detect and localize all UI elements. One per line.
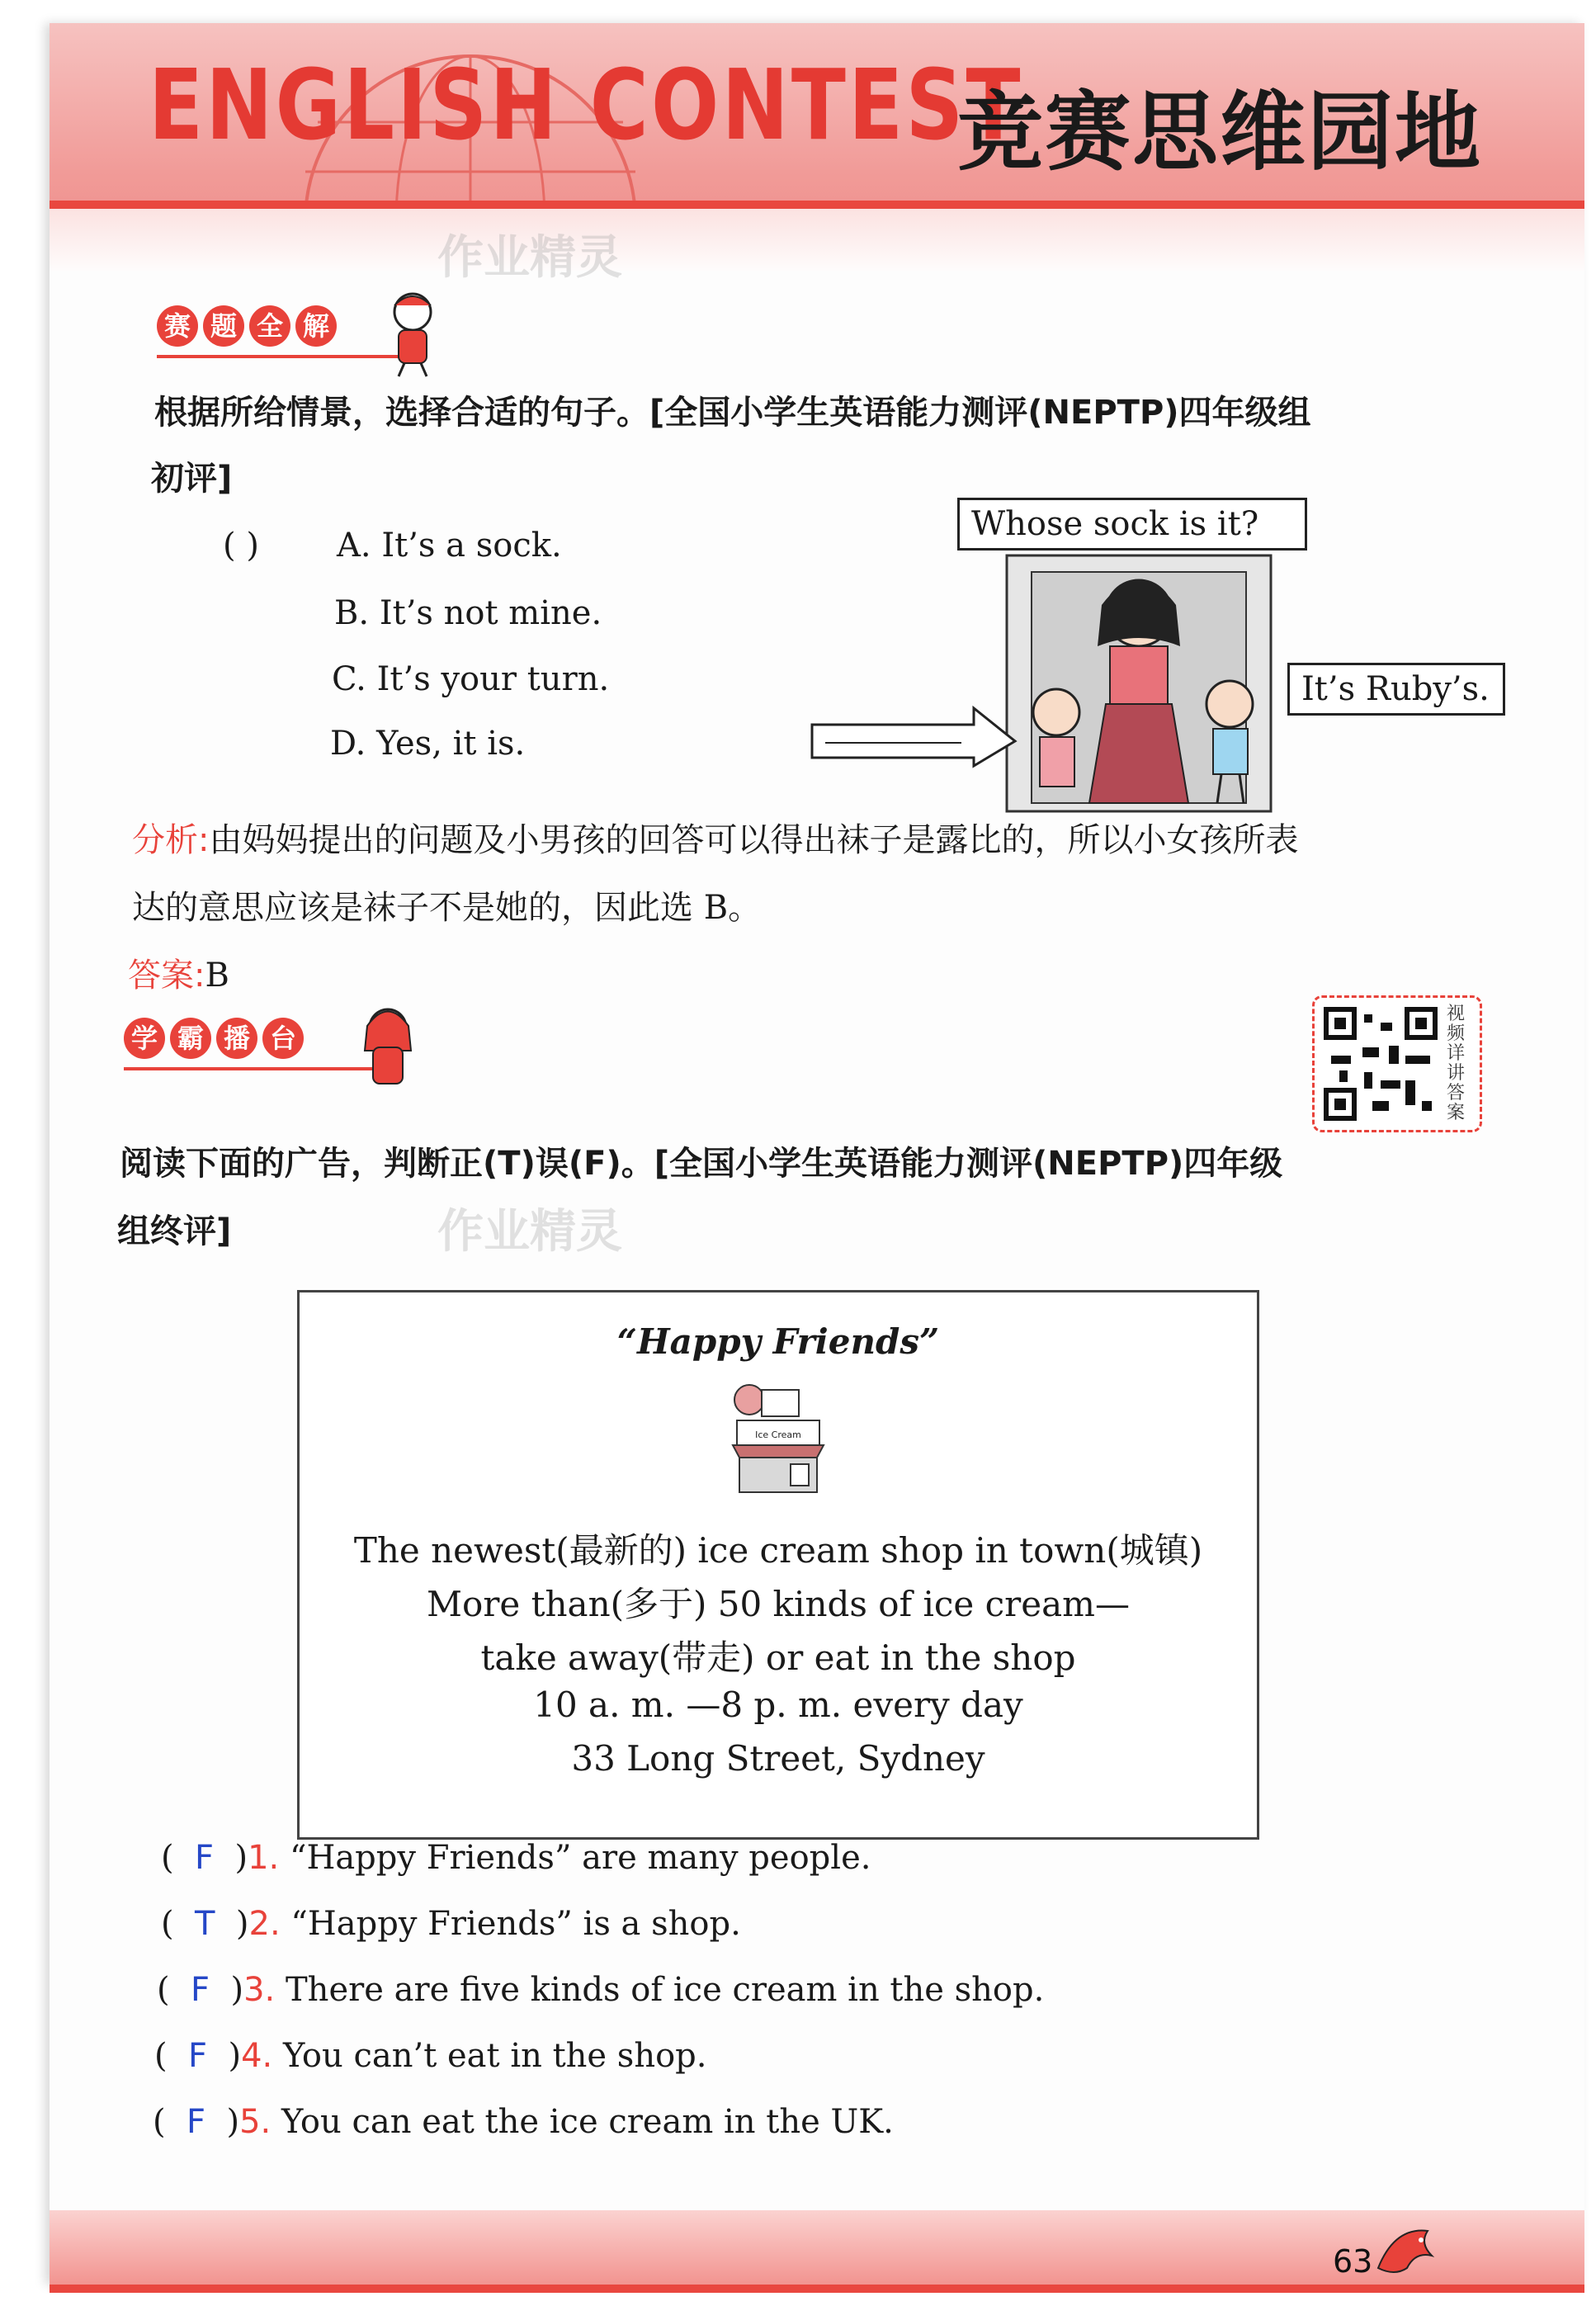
ad-line-1: The newest(最新的) ice cream shop in town(城镇) (353, 1530, 1203, 1571)
analysis-line-2: 达的意思应该是袜子不是她的，因此选 B。 (132, 889, 762, 927)
question-3: ( F )3. There are five kinds of ice cream in the shop. (157, 1971, 1045, 2009)
ad-line-4: 10 a. m. —8 p. m. every day (533, 1685, 1023, 1725)
instruction-line-1: 根据所给情景，选择合适的句子。[全国小学生英语能力测评(NEPTP)四年级组 (154, 394, 1311, 432)
option-letter: D. (330, 725, 366, 763)
question-answer: F (188, 2037, 208, 2075)
option-c (332, 660, 609, 698)
advertisement-box (297, 1290, 1259, 1840)
tag-char: 台 (262, 1018, 304, 1059)
question-answer: T (195, 1905, 215, 1943)
instruction-line-1: 阅读下面的广告，判断正(T)误(F)。[全国小学生英语能力测评(NEPTP)四年级 (120, 1145, 1283, 1183)
speech-bubble-answer: It’s Ruby’s. (1287, 663, 1505, 716)
question-text: “Happy Friends” are many people. (290, 1839, 871, 1877)
option-letter: B. (334, 594, 370, 632)
wardrobe-family-illustration (999, 539, 1279, 820)
question-answer: F (191, 1971, 210, 2009)
page-header (50, 23, 1584, 271)
question-4: ( F )4. You can’t eat in the shop. (154, 2037, 707, 2075)
question-text: There are five kinds of ice cream in the shop. (286, 1971, 1045, 2009)
answer-line (128, 949, 229, 996)
watermark: 作业精灵 (437, 231, 622, 285)
question-text: You can’t eat in the shop. (283, 2037, 707, 2075)
qr-caption: 视频详讲答案 (1447, 1004, 1466, 1123)
instruction-line-2: 组终评] (117, 1212, 232, 1250)
answer-blank: ( ) (223, 527, 259, 565)
instruction-line-2: 初评] (151, 460, 233, 498)
tag-char: 播 (216, 1018, 257, 1059)
question-5: ( F )5. You can eat the ice cream in the UK. (153, 2103, 894, 2141)
option-a (337, 527, 562, 565)
option-d (330, 725, 525, 763)
option-letter: C. (332, 660, 366, 698)
header-title-chinese: 竞赛思维园地 (957, 82, 1483, 182)
workbook-page (50, 23, 1584, 2285)
question-number: 1. (248, 1839, 280, 1877)
analysis-line-1 (132, 814, 1298, 861)
question-answer: F (187, 2103, 206, 2141)
question-text: “Happy Friends” is a shop. (290, 1905, 741, 1943)
tag-char: 解 (295, 305, 337, 347)
empty-speech-bubble (809, 700, 1032, 782)
question-answer: F (195, 1839, 215, 1877)
speech-bubble-question: Whose sock is it? (957, 498, 1307, 551)
option-text: It’s a sock. (381, 527, 562, 565)
question-2: ( T )2. “Happy Friends” is a shop. (161, 1905, 741, 1943)
shop-sign: Ice Cream (755, 1429, 801, 1440)
question-text: You can eat the ice cream in the UK. (281, 2103, 894, 2141)
option-text: It’s your turn. (376, 660, 610, 698)
header-band (50, 201, 1584, 271)
question-number: 3. (243, 1971, 276, 2009)
analysis-text: 由妈妈提出的问题及小男孩的回答可以得出袜子是露比的，所以小女孩所表 (209, 821, 1299, 859)
section-tag-xue-ba-bo-tai (124, 1018, 304, 1059)
dolphin-icon (1370, 2219, 1444, 2285)
question-number: 4. (241, 2037, 273, 2075)
girl-mascot-icon (355, 1001, 421, 1092)
option-b (334, 594, 602, 632)
question-number: 2. (248, 1905, 281, 1943)
ad-line-5: 33 Long Street, Sydney (571, 1738, 985, 1779)
watermark: 作业精灵 (437, 1205, 622, 1259)
page-number: 63 (1333, 2243, 1373, 2280)
section-tag-sai-ti-quan-jie (157, 305, 337, 347)
mascot-icon (375, 287, 450, 378)
option-text: It’s not mine. (379, 594, 602, 632)
tag-char: 全 (249, 305, 290, 347)
question-number: 5. (239, 2103, 272, 2141)
ad-line-3: take away(带走) or eat in the shop (480, 1637, 1076, 1678)
tag-char: 赛 (157, 305, 198, 347)
qr-code-icon[interactable] (1323, 1006, 1447, 1122)
header-title-english: ENGLISH CONTEST (149, 48, 1023, 162)
option-text: Yes, it is. (376, 725, 526, 763)
answer-label: 答案: (128, 957, 205, 995)
question-1: ( F )1. “Happy Friends” are many people. (161, 1839, 871, 1877)
tag-char: 霸 (170, 1018, 211, 1059)
tag-char: 学 (124, 1018, 165, 1059)
tag-char: 题 (203, 305, 244, 347)
ice-cream-shop-icon (725, 1375, 832, 1499)
ad-line-2: More than(多于) 50 kinds of ice cream— (427, 1584, 1130, 1624)
analysis-label: 分析: (132, 821, 210, 859)
qr-code-panel[interactable] (1312, 995, 1482, 1132)
answer-value: B (205, 957, 229, 995)
ad-title: “Happy Friends” (616, 1321, 940, 1362)
option-letter: A. (337, 527, 371, 565)
